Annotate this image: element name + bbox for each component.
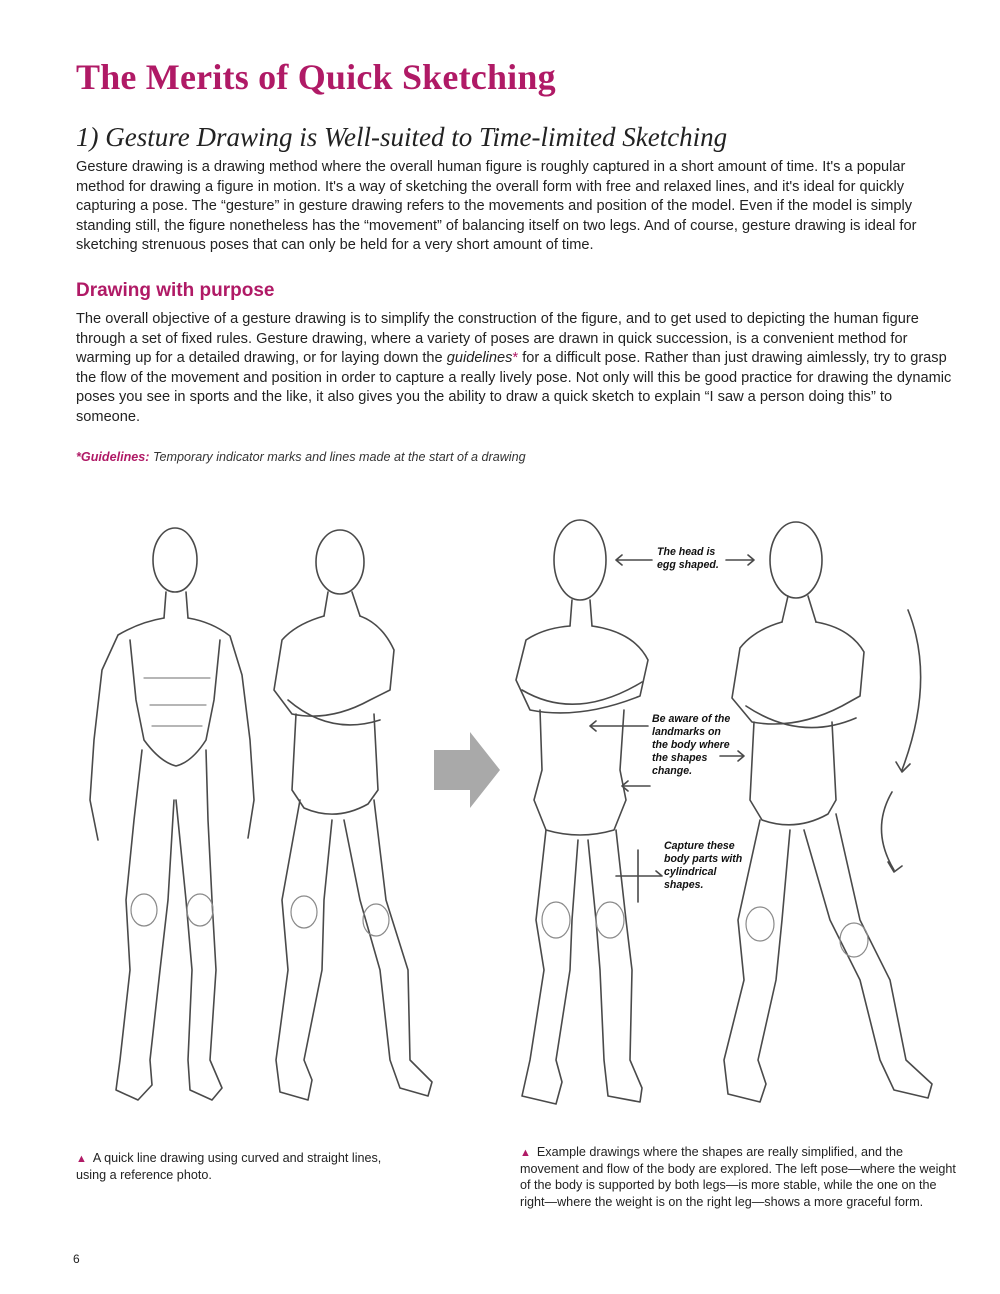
subsection-body-start: The overall objective of a gesture drawing is to simplify the construction of the figure, and to get used to depicting the human figure through a set of fixed rules. Gesture drawing, where a variety of poses are drawn in quick succession, is a convenient method for warming up for a detailed drawing, or for laying down the [76, 311, 919, 367]
subsection-body [76, 310, 956, 428]
footnote-asterisk: * [512, 350, 519, 367]
caption-left [76, 1150, 386, 1183]
footnote [76, 450, 526, 464]
subsection-body-end: for a difficult pose. Rather than just drawing aimlessly, try to grasp the flow of the movement and position in order to capture a really lively pose. Not only will this be good practice for drawing the dynamic poses you see in sports and the like, it also gives you the ability to draw a quick sketch to explain “I saw a person doing this” to someone. [76, 350, 952, 425]
sketch-figure-simplified-weight-shift [724, 522, 932, 1102]
flow-arrow-icon [881, 610, 920, 872]
section-body: Gesture drawing is a drawing method where the overall human figure is roughly captured in a short amount of time. It's a popular method for drawing a figure in motion. It's a way of sketching the overall form with free and relaxed lines, and it's ideal for quickly capturing a pose. The “gesture” in gesture drawing refers to the movements and position of the model. Even if the model is simply standing still, the figure nonetheless has the “movement” of balancing itself on two legs. And of course, gesture drawing is ideal for sketching strenuous poses that can only be held for a very short amount of time. [76, 159, 917, 254]
figure-sketches [60, 500, 960, 1140]
caption-right [520, 1144, 956, 1210]
triangle-up-icon: ▲ [76, 1153, 87, 1165]
subsection-heading: Drawing with purpose [76, 280, 275, 301]
sketch-figure-front [90, 528, 254, 1100]
footnote-term: *Guidelines: [76, 450, 150, 464]
page-title: The Merits of Quick Sketching [76, 57, 556, 97]
section-heading: 1) Gesture Drawing is Well-suited to Time-limited Sketching [76, 122, 728, 152]
guidelines-term: guidelines [446, 350, 513, 367]
annotation-head: The head is egg shaped. [657, 546, 719, 571]
triangle-up-icon: ▲ [520, 1147, 531, 1159]
sketch-figure-crossed-arms [274, 530, 432, 1100]
annotation-landmarks: Be aware of the landmarks on the body where the shapes change. [652, 713, 731, 777]
annotation-cylinders: Capture these body parts with cylindrical shapes. [664, 840, 743, 891]
arrow-right-icon [434, 732, 500, 808]
sketch-figure-simplified-front [516, 520, 648, 1104]
caption-right-text: Example drawings where the shapes are really simplified, and the movement and flow of the body are explored. The left pose—where the weight of the body is supported by both legs—is more stable, while the one on the right—where the weight is on the right leg—shows a more graceful form. [520, 1145, 956, 1209]
footnote-text: Temporary indicator marks and lines made at the start of a drawing [149, 450, 526, 464]
page-number: 6 [73, 1252, 80, 1266]
caption-left-text: A quick line drawing using curved and straight lines, using a reference photo. [76, 1151, 382, 1183]
